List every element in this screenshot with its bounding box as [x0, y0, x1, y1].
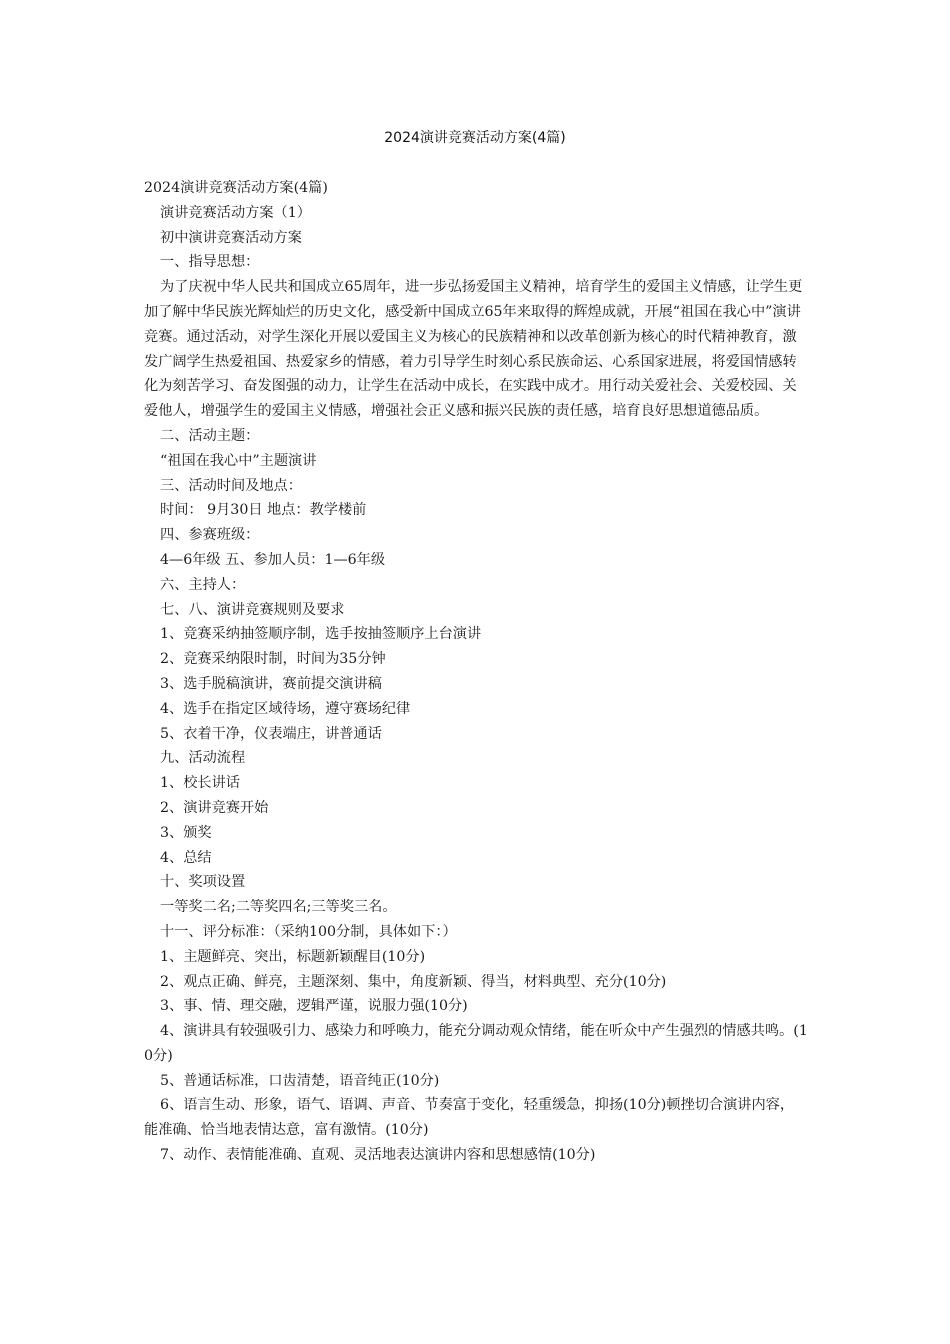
- paragraph: 4、演讲具有较强吸引力、感染力和呼唤力，能充分调动观众情绪，能在听众中产生强烈的情感共鸣。(10分): [144, 1023, 808, 1064]
- paragraph: 6、语言生动、形象，语气、语调、声音、节奏富于变化，轻重缓急，抑扬(10分)顿挫切合演讲内容，能准确、恰当地表情达意，富有激情。(10分): [144, 1097, 795, 1139]
- paragraph: 一、指导思想：: [160, 254, 260, 271]
- paragraph: 2、竞赛采纳限时制，时间为35分钟: [160, 651, 386, 668]
- paragraph: 3、事、情、理交融，逻辑严谨，说服力强(10分): [160, 998, 468, 1015]
- paragraph: 十一、评分标准：（采纳100分制，具体如下：）: [160, 923, 457, 940]
- paragraph: “祖国在我心中”主题演讲: [160, 452, 317, 469]
- paragraph: 九、活动流程: [160, 750, 246, 767]
- paragraph: 4—6年级 五、参加人员：1—6年级: [160, 551, 386, 568]
- paragraph: 2、演讲竞赛开始: [160, 799, 269, 816]
- paragraph: 3、选手脱稿演讲，赛前提交演讲稿: [160, 675, 382, 692]
- paragraph: 1、主题鲜亮、突出，标题新颖醒目(10分): [160, 948, 426, 965]
- paragraph: 演讲竞赛活动方案（1）: [160, 204, 311, 221]
- paragraph: 七、八、演讲竞赛规则及要求: [160, 601, 345, 618]
- paragraph: 2、观点正确、鲜亮，主题深刻、集中，角度新颖、得当，材料典型、充分(10分): [160, 973, 667, 990]
- paragraph: 7、动作、表情能准确、直观、灵活地表达演讲内容和思想感情(10分): [160, 1147, 596, 1164]
- paragraph: 三、活动时间及地点：: [160, 477, 302, 494]
- paragraph: 1、竞赛采纳抽签顺序制，选手按抽签顺序上台演讲: [160, 626, 482, 643]
- document-body: [144, 176, 808, 1168]
- paragraph: 初中演讲竞赛活动方案: [160, 229, 302, 246]
- paragraph: 四、参赛班级：: [160, 527, 260, 544]
- paragraph: 2024演讲竞赛活动方案(4篇): [144, 180, 328, 196]
- paragraph: 3、颁奖: [160, 824, 212, 841]
- paragraph: 5、衣着干净，仪表端庄，讲普通话: [160, 725, 382, 742]
- paragraph: 1、校长讲话: [160, 775, 240, 792]
- paragraph: 4、选手在指定区域待场，遵守赛场纪律: [160, 700, 411, 717]
- paragraph: 六、主持人：: [160, 576, 246, 593]
- paragraph: 十、奖项设置: [160, 874, 246, 891]
- paragraph: 4、总结: [160, 849, 212, 866]
- paragraph: 时间： 9月30日 地点：教学楼前: [160, 502, 367, 519]
- paragraph: 5、普通话标准，口齿清楚，语音纯正(10分): [160, 1072, 440, 1089]
- paragraph: 一等奖二名;二等奖四名;三等奖三名。: [160, 899, 397, 916]
- paragraph: 二、活动主题：: [160, 427, 260, 444]
- paragraph: 为了庆祝中华人民共和国成立65周年，进一步弘扬爱国主义精神，培育学生的爱国主义情感，让学生更加了解中华民族光辉灿烂的历史文化，感受新中国成立65年来取得的辉煌成就，开展“祖国在我心中”演讲竞赛。通过活动，对学生深化开展以爱国主义为核心的民族精神和以改革创新为核心的时代精神教育，激发广阔学生热爱祖国、热爱家乡的情感，着力引导学生时刻心系民族命运、心系国家进展，将爱国情感转化为刻苦学习、奋发图强的动力，让学生在活动中成长，在实践中成才。用行动关爱社会、关爱校园、关爱他人，增强学生的爱国主义情感，增强社会正义感和振兴民族的责任感，培育良好思想道德品质。: [144, 279, 803, 420]
- page-title: 2024演讲竞赛活动方案(4篇): [384, 130, 566, 146]
